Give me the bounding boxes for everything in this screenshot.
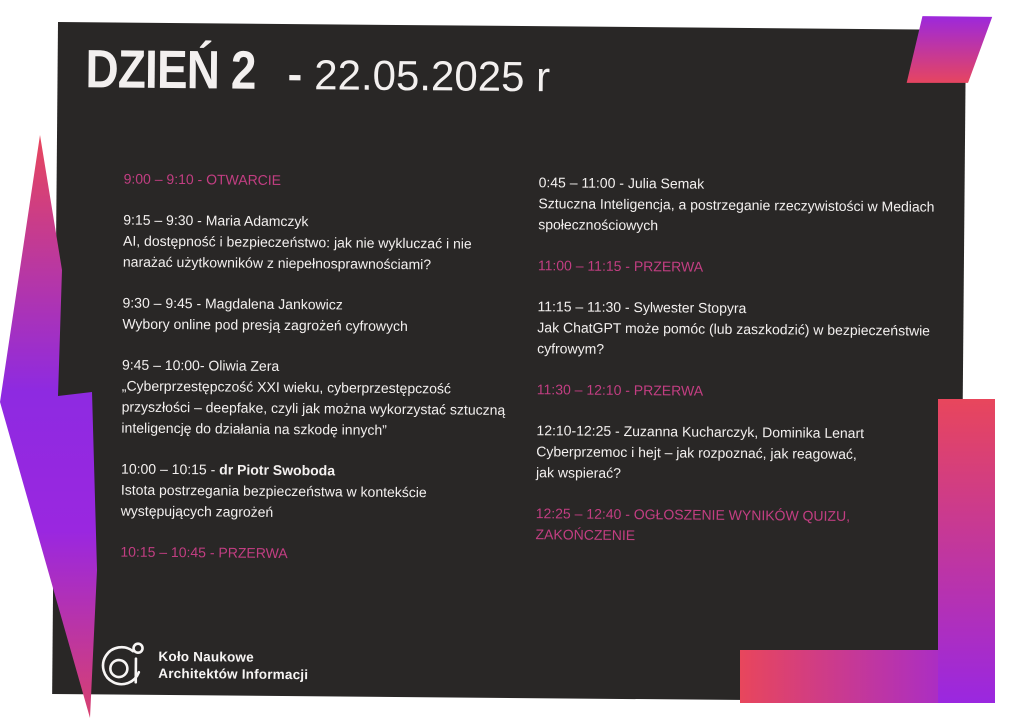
schedule-entry xyxy=(121,459,505,525)
schedule-text: jak wspierać? xyxy=(536,464,621,481)
schedule-text: 9:15 – 9:30 - Maria Adamczyk xyxy=(123,211,309,230)
schedule-text: 11:30 – 12:10 - PRZERWA xyxy=(536,381,704,399)
schedule-text: 10:00 – 10:15 - xyxy=(121,460,220,478)
parallelogram-shape xyxy=(902,14,995,85)
schedule-text: cyfrowym? xyxy=(537,340,605,357)
org-name-line2: Architektów Informacji xyxy=(158,665,309,683)
title-separator: - xyxy=(287,50,303,100)
schedule-entry xyxy=(538,255,934,279)
schedule-text: Cyberprzemoc i hejt – jak rozpoznać, jak reagować, xyxy=(536,443,857,462)
ai-monogram-circle-icon xyxy=(98,638,146,690)
schedule-text: dr Piotr Swoboda xyxy=(219,461,336,479)
schedule-text: 0:45 – 11:00 - Julia Semak xyxy=(538,174,705,192)
schedule-text: inteligencję do działania na szkodę innych” xyxy=(121,419,387,438)
schedule-entry xyxy=(120,542,504,566)
schedule-text: występujących zagrożeń xyxy=(120,502,274,520)
schedule-entry xyxy=(124,169,508,193)
schedule-text: 12:10-12:25 - Zuzanna Kucharczyk, Dominika Lenart xyxy=(536,422,865,442)
schedule-text: Istota postrzegania bezpieczeństwa w kontekście xyxy=(120,481,427,501)
schedule-text: 12:25 – 12:40 - OGŁOSZENIE WYNIKÓW QUIZU, xyxy=(535,505,851,524)
schedule-text: 10:15 – 10:45 - PRZERWA xyxy=(120,543,288,562)
org-name xyxy=(158,648,308,683)
schedule-text: Jak ChatGPT może pomóc (lub zaszkodzić) w bezpieczeństwie xyxy=(537,319,931,339)
schedule-text: 9:45 – 10:00- Oliwia Zera xyxy=(121,356,280,374)
page-title xyxy=(85,38,550,104)
schedule-text: „Cyberprzestępczość XXI wieku, cyberprzestępczość xyxy=(121,377,452,397)
org-logo xyxy=(98,638,308,692)
schedule-entry xyxy=(537,379,933,403)
schedule-board xyxy=(52,22,966,702)
corner-bar-vertical xyxy=(938,399,995,703)
schedule-entry xyxy=(538,172,935,238)
org-name-line1: Koło Naukowe xyxy=(158,648,254,665)
schedule-entry xyxy=(537,296,934,362)
schedule-text: AI, dostępność i bezpieczeństwo: jak nie wykluczać i nie xyxy=(123,232,472,252)
schedule-text: 11:00 – 11:15 - PRZERWA xyxy=(537,257,704,275)
schedule-text: Sztuczna Inteligencja, a postrzeganie rzeczywistości w Mediach xyxy=(538,195,935,215)
schedule-text: 11:15 – 11:30 - Sylwester Stopyra xyxy=(537,298,747,317)
schedule-column-right xyxy=(535,172,934,568)
schedule-text: Wybory online pod presją zagrożeń cyfrowych xyxy=(122,315,408,335)
schedule-entry xyxy=(536,420,933,486)
day-title: DZIEŃ 2 xyxy=(85,39,256,101)
schedule-text: ZAKOŃCZENIE xyxy=(535,526,636,544)
schedule-entry xyxy=(121,355,505,442)
schedule-entry xyxy=(122,293,506,338)
schedule-entry xyxy=(535,503,931,548)
schedule-text: 9:30 – 9:45 - Magdalena Jankowicz xyxy=(122,294,343,313)
schedule-text: społecznościowych xyxy=(538,216,659,234)
schedule-column-left xyxy=(120,169,507,586)
schedule-text: narażać użytkowników z niepełnosprawnościami? xyxy=(122,253,432,273)
schedule-text: przyszłości – deepfake, czyli jak można wykorzystać sztuczną xyxy=(121,398,506,418)
schedule-text: 9:00 – 9:10 - OTWARCIE xyxy=(123,170,282,188)
event-date: 22.05.2025 r xyxy=(314,51,551,101)
schedule-entry xyxy=(123,210,507,276)
